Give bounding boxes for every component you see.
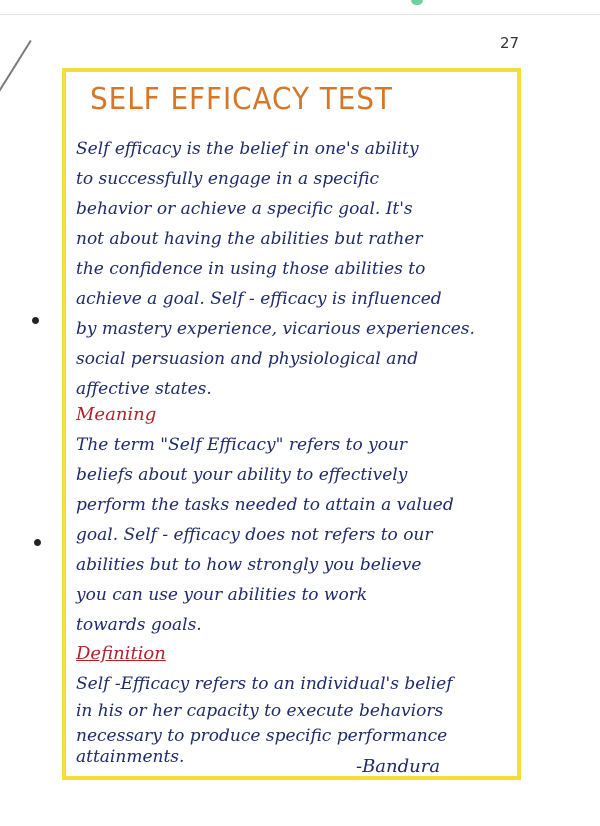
text-line: the confidence in using those abilities to — [76, 259, 426, 279]
text-line: you can use your abilities to work — [76, 585, 368, 605]
margin-dot — [32, 317, 39, 324]
text-line: not about having the abilities but rather — [76, 229, 423, 249]
text-line: affective states. — [76, 379, 212, 399]
text-line: necessary to produce specific performance — [76, 726, 448, 746]
author-attribution: -Bandura — [356, 756, 441, 777]
text-line: in his or her capacity to execute behaviors — [76, 701, 444, 721]
text-line: attainments. — [76, 747, 185, 767]
top-marker — [411, 0, 423, 5]
text-line: by mastery experience, vicarious experiences. — [76, 319, 475, 339]
text-line: beliefs about your ability to effectively — [76, 465, 408, 485]
text-line: towards goals. — [76, 615, 202, 635]
text-line: Self -Efficacy refers to an individual's belief — [76, 674, 453, 694]
text-line: The term "Self Efficacy" refers to your — [76, 435, 408, 455]
text-line: social persuasion and physiological and — [76, 349, 419, 369]
margin-dot — [34, 539, 41, 546]
text-line: abilities but to how strongly you believe — [76, 555, 422, 575]
text-line: Self efficacy is the belief in one's ability — [76, 139, 419, 159]
text-line: perform the tasks needed to attain a valued — [76, 495, 454, 515]
page-title: SELF EFFICACY TEST — [90, 82, 393, 117]
definition-heading: Definition — [76, 643, 166, 664]
text-line: to successfully engage in a specific — [76, 169, 380, 189]
text-line: achieve a goal. Self - efficacy is influenced — [76, 289, 442, 309]
text-line: goal. Self - efficacy does not refers to our — [76, 525, 433, 545]
pencil-stroke — [0, 40, 32, 100]
page-number: 27 — [500, 34, 520, 52]
text-line: behavior or achieve a specific goal. It's — [76, 199, 413, 219]
page-top-edge — [0, 14, 600, 15]
meaning-heading: Meaning — [76, 404, 157, 425]
